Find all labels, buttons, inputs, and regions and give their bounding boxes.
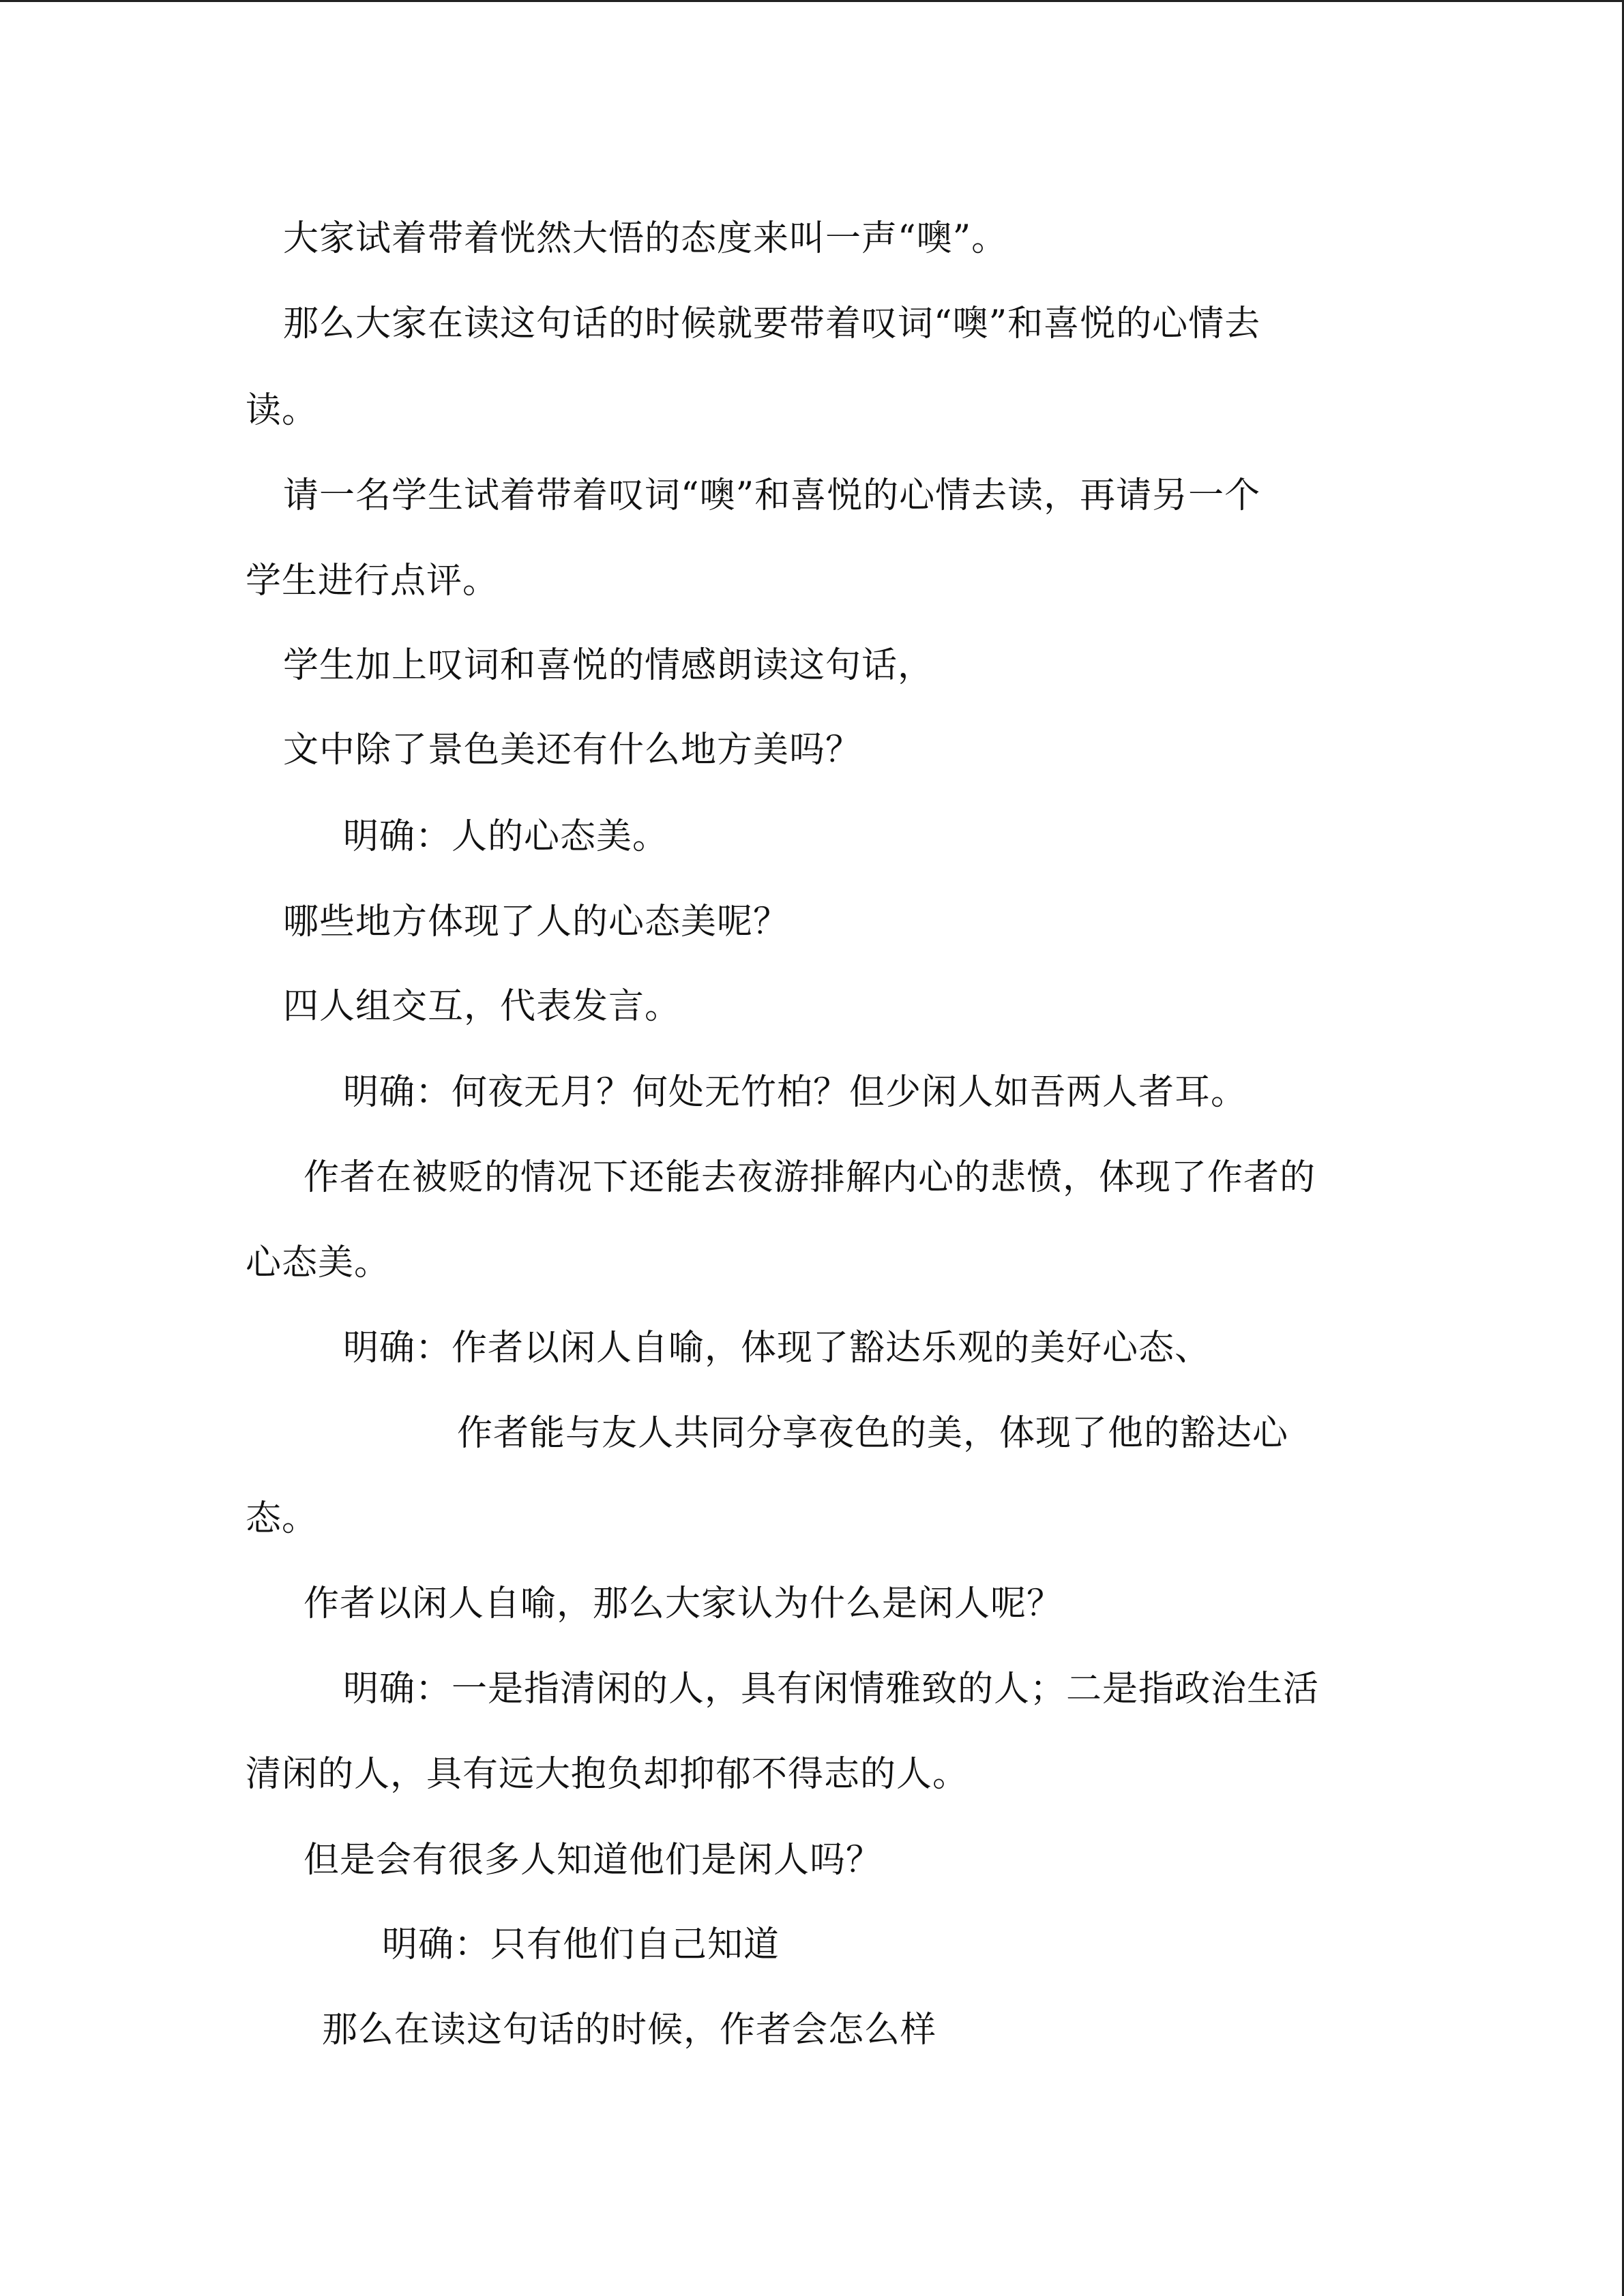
text-line-15: 作者能与友人共同分享夜色的美，体现了他的豁达心 (457, 1413, 1289, 1454)
top-border-line (0, 0, 1624, 2)
text-line-21: 明确：只有他们自己知道 (382, 1924, 780, 1965)
text-line-12: 作者在被贬的情况下还能去夜游排解内心的悲愤，体现了作者的 (304, 1157, 1316, 1198)
text-line-6: 学生加上叹词和喜悦的情感朗读这句话， (283, 645, 934, 686)
text-line-19: 清闲的人，具有远大抱负却抑郁不得志的人。 (246, 1754, 969, 1795)
text-line-8: 明确：人的心态美。 (343, 816, 669, 857)
text-line-1: 大家试着带着恍然大悟的态度来叫一声“噢”。 (283, 218, 1008, 259)
text-line-11: 明确：何夜无月？何处无竹柏？但少闲人如吾两人者耳。 (343, 1072, 1247, 1113)
text-line-10: 四人组交互，代表发言。 (283, 986, 681, 1027)
text-line-14: 明确：作者以闲人自喻，体现了豁达乐观的美好心态、 (343, 1328, 1211, 1369)
text-line-2: 那么大家在读这句话的时候就要带着叹词“噢”和喜悦的心情去 (283, 303, 1261, 344)
text-line-9: 哪些地方体现了人的心态美呢？ (283, 901, 790, 942)
text-line-17: 作者以闲人自喻，那么大家认为什么是闲人呢？ (304, 1583, 1063, 1624)
text-line-20: 但是会有很多人知道他们是闲人吗？ (304, 1840, 883, 1881)
text-line-7: 文中除了景色美还有什么地方美吗？ (283, 730, 862, 771)
text-line-4: 请一名学生试着带着叹词“噢”和喜悦的心情去读，再请另一个 (283, 475, 1261, 516)
text-line-3: 读。 (246, 390, 319, 431)
text-line-13: 心态美。 (246, 1242, 391, 1283)
text-line-22: 那么在读这句话的时候，作者会怎么样 (322, 2010, 937, 2051)
text-line-16: 态。 (246, 1498, 319, 1539)
text-line-5: 学生进行点评。 (246, 561, 499, 601)
text-line-18: 明确：一是指清闲的人，具有闲情雅致的人；二是指政治生活 (343, 1669, 1320, 1710)
